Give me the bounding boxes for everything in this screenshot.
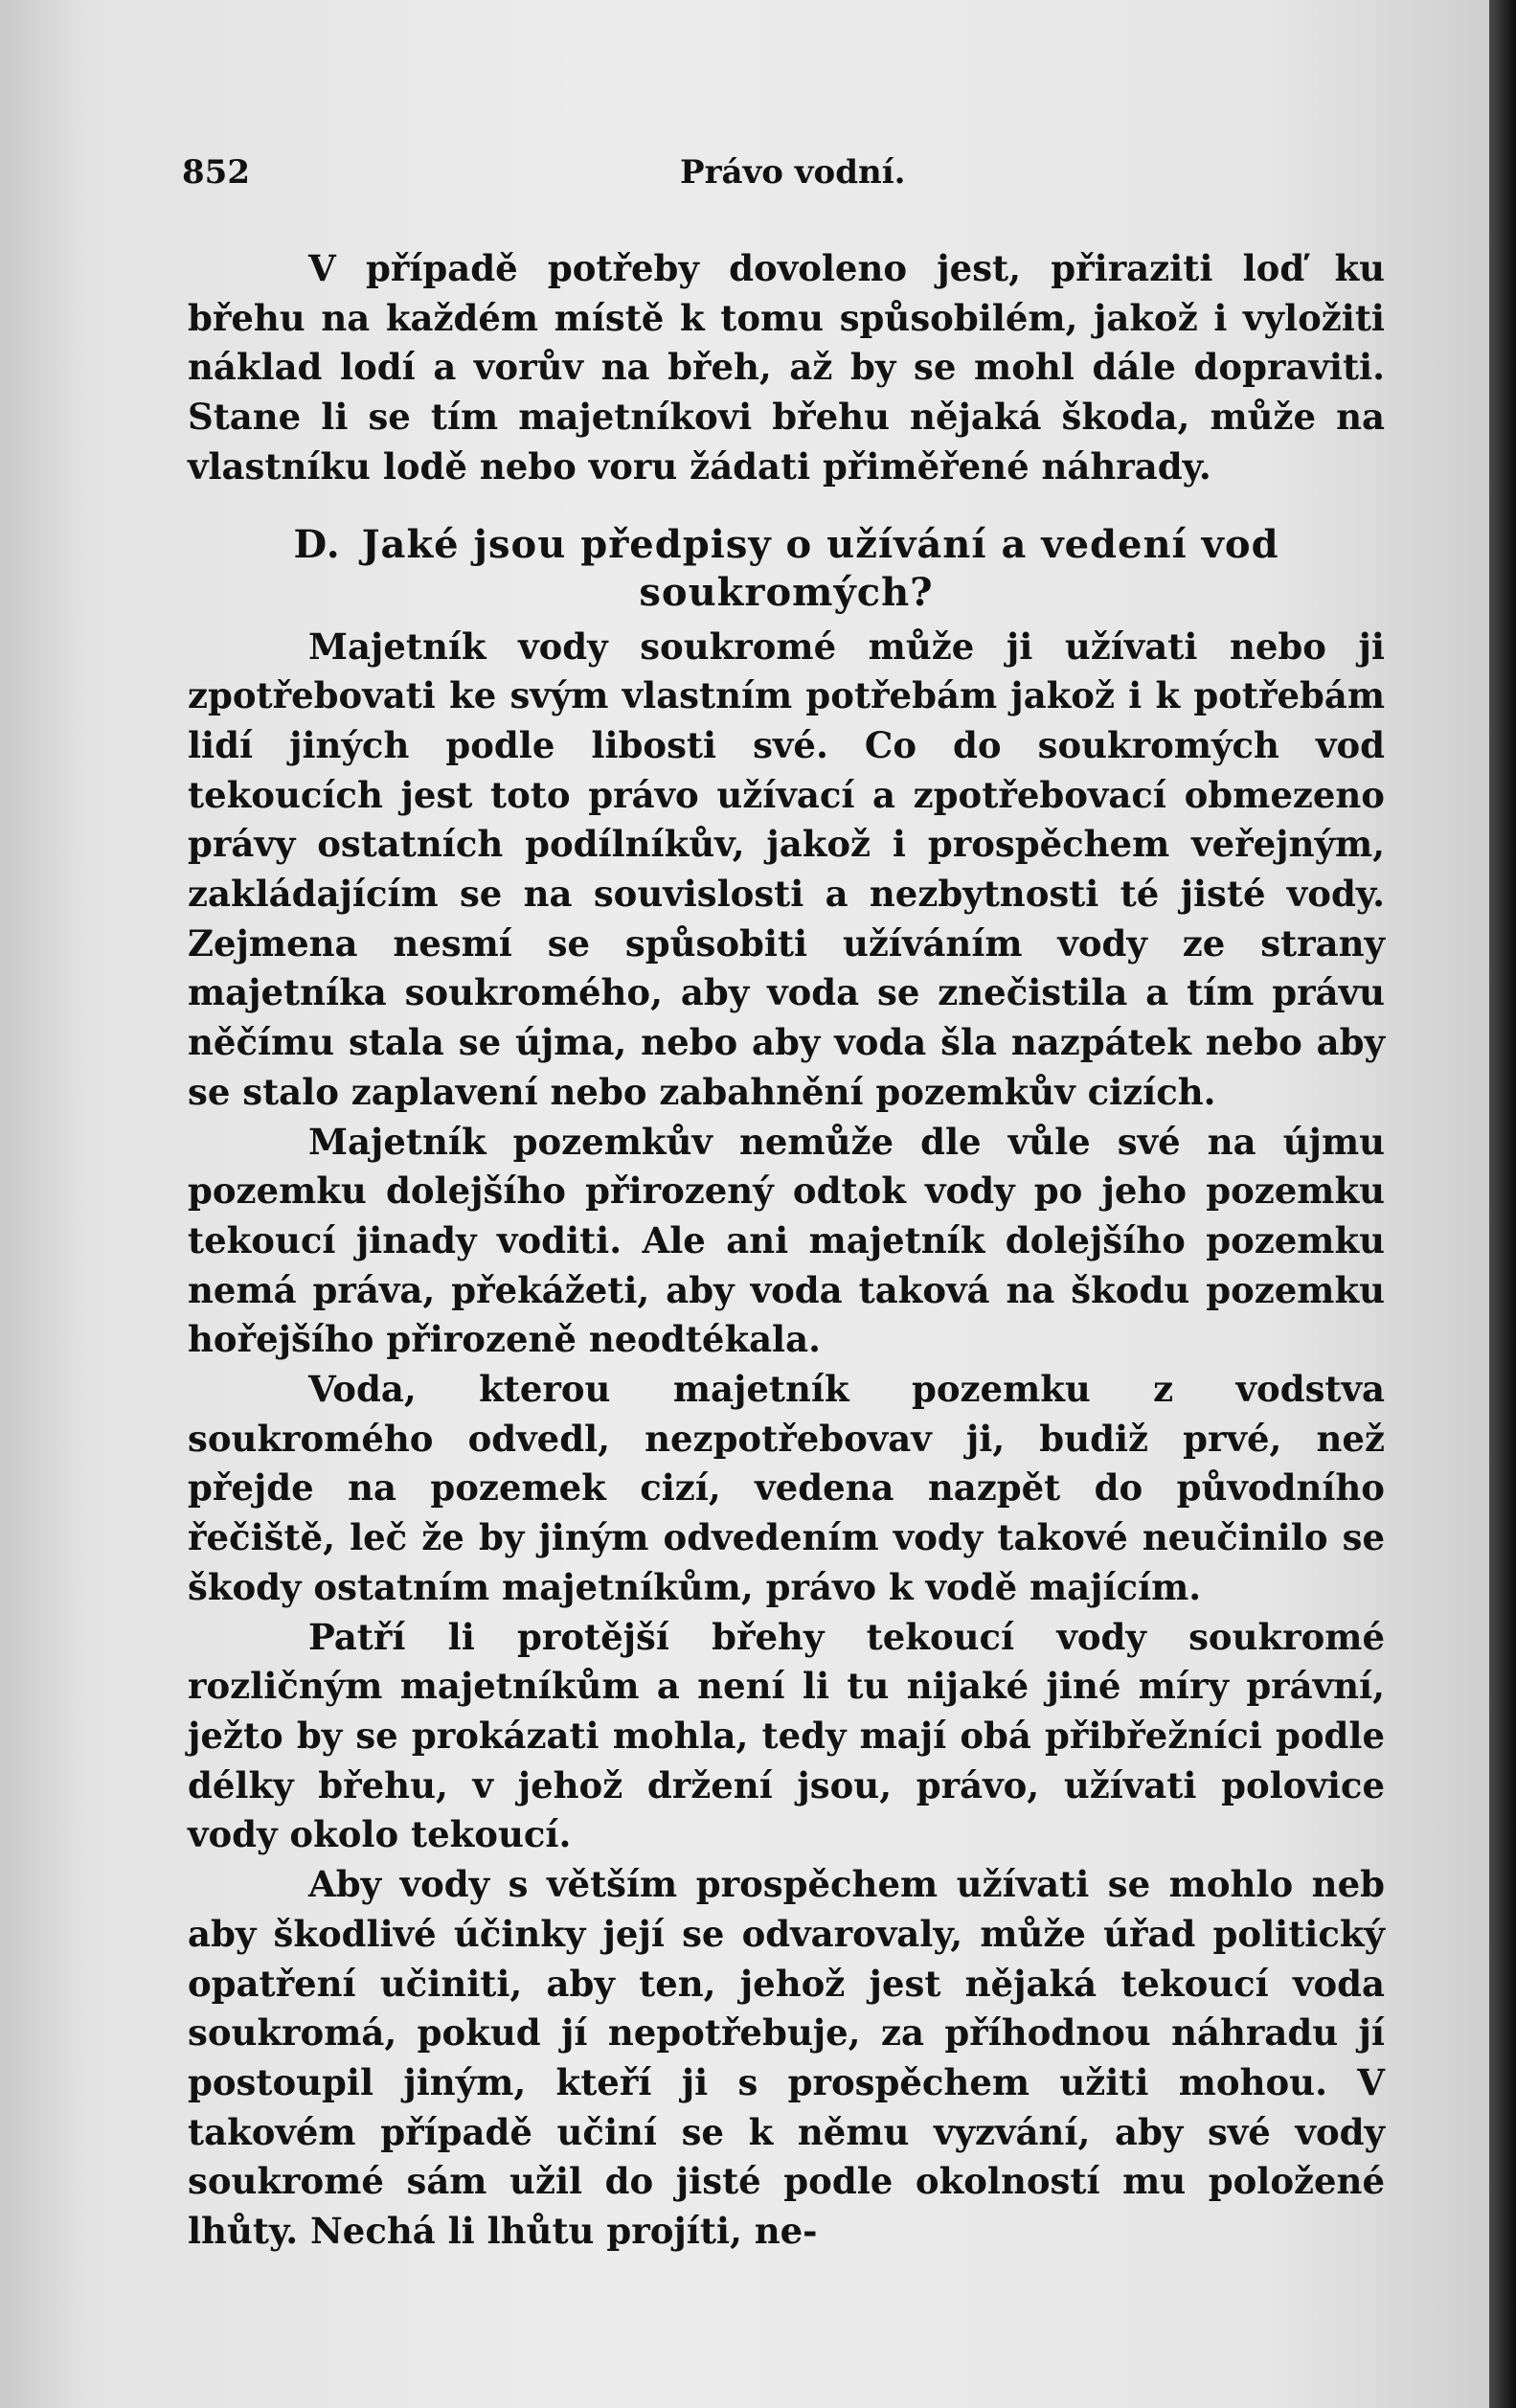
- running-title: Právo vodní.: [680, 153, 906, 192]
- paragraph: Aby vody s větším prospěchem užívati se mohlo neb aby škodlivé účinky její se odvarovaly, může úřad politický opatření učiniti, aby ten, jehož jest nějaká tekoucí voda soukromá, pokud jí nepotřebuje, za příhodnou náhradu jí postoupil jiným, kteří ji s prospěchem užiti mohou. V takovém případě učiní se k němu vyzvání, aby své vody soukromé sám užil do jisté podle okolností mu položené lhůty. Nechá li lhůtu projíti, ne-: [188, 1863, 1385, 2253]
- page-number: 852: [182, 153, 250, 192]
- section-heading: [188, 521, 1385, 617]
- paragraph: Majetník pozemkův nemůže dle vůle své na újmu pozemku dolejšího přirozený odtok vody po jeho pozemku tekoucí jinady voditi. Ale ani majetník dolejšího pozemku nemá práva, překážeti, aby voda taková na škodu pozemku hořejšího přirozeně neodtékala.: [188, 1120, 1385, 1361]
- body-text: [188, 244, 1385, 2257]
- paragraph: V případě potřeby dovoleno jest, přiraziti loď ku břehu na každém místě k tomu spůsobilém, jakož i vyložiti náklad lodí a vorův na břeh, až by se mohl dále dopraviti. Stane li se tím majetníkovi břehu nějaká škoda, může na vlastníku lodě nebo voru žádati přiměřené náhrady.: [188, 247, 1385, 488]
- running-header: [182, 153, 1369, 201]
- section-letter: D.: [293, 521, 341, 567]
- paragraph: Voda, kterou majetník pozemku z vodstva soukromého odvedl, nezpotřebovav ji, budiž prvé, než přejde na pozemek cizí, vedena nazpět do původního řečiště, leč že by jiným odvedením vody takové neučinilo se škody ostatním majetníkům, právo k vodě majícím.: [188, 1368, 1385, 1608]
- paragraph: Patří li protější břehy tekoucí vody soukromé rozličným majetníkům a není li tu nijaké jiné míry právní, ježto by se prokázati mohla, tedy mají obá přibřežníci podle délky břehu, v jehož držení jsou, právo, užívati polovice vody okolo tekoucí.: [188, 1615, 1385, 1856]
- paragraph: Majetník vody soukromé může ji užívati nebo ji zpotřebovati ke svým vlastním potřebám jakož i k potřebám lidí jiných podle libosti své. Co do soukromých vod tekoucích jest toto právo užívací a zpotřebovací obmezeno právy ostatních podílníkův, jakož i prospěchem veřejným, zakládajícím se na souvislosti a nezbytnosti té jisté vody. Zejmena nesmí se spůsobiti užíváním vody ze strany majetníka soukromého, aby voda se znečistila a tím právu něčímu stala se újma, nebo aby voda šla nazpátek nebo aby se stalo zaplavení nebo zabahnění pozemkův cizích.: [188, 625, 1385, 1113]
- page-edge-shadow: [1489, 0, 1516, 2408]
- section-title: Jaké jsou předpisy o užívání a vedení vod soukromých?: [361, 521, 1279, 615]
